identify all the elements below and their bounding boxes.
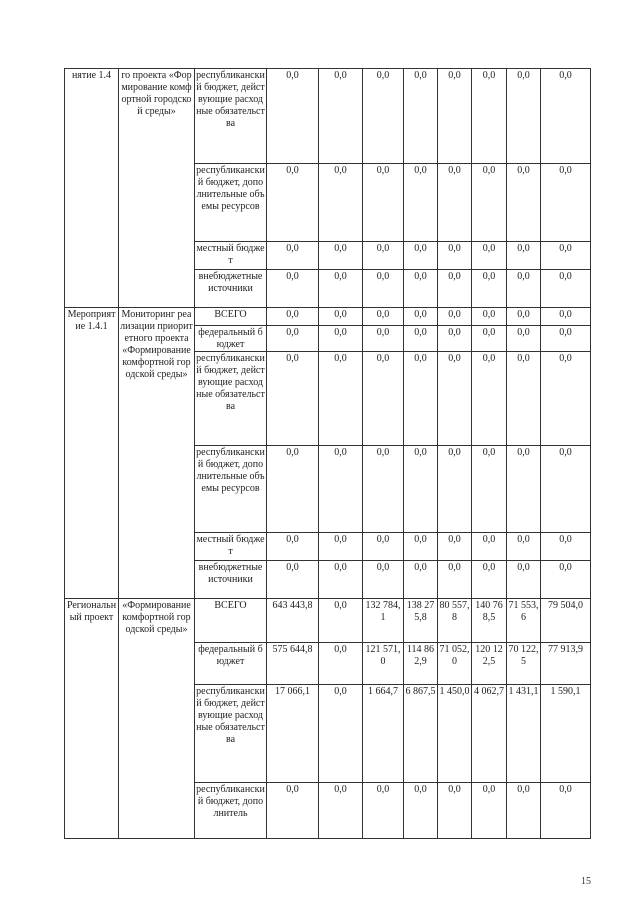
amount-cell: 0,0	[472, 242, 507, 270]
amount-cell: 0,0	[472, 308, 507, 326]
amount-cell: 0,0	[363, 308, 404, 326]
amount-cell: 0,0	[507, 783, 541, 839]
amount-cell: 0,0	[507, 533, 541, 561]
amount-cell: 0,0	[507, 270, 541, 308]
budget-table-page	[64, 68, 591, 839]
funding-source-cell: республиканский бюджет, действующие расходные обязательства	[195, 685, 267, 783]
amount-cell: 1 450,0	[438, 685, 472, 783]
funding-source-cell: ВСЕГО	[195, 308, 267, 326]
amount-cell: 0,0	[363, 326, 404, 352]
amount-cell: 0,0	[541, 164, 591, 242]
amount-cell: 0,0	[541, 561, 591, 599]
event-code-cell: Региональный проект	[65, 599, 119, 839]
amount-cell: 0,0	[541, 69, 591, 164]
amount-cell: 1 590,1	[541, 685, 591, 783]
amount-cell: 17 066,1	[267, 685, 319, 783]
amount-cell: 0,0	[319, 352, 363, 446]
amount-cell: 132 784,1	[363, 599, 404, 643]
table-row	[65, 69, 591, 164]
amount-cell: 575 644,8	[267, 643, 319, 685]
amount-cell: 0,0	[267, 308, 319, 326]
amount-cell: 0,0	[541, 352, 591, 446]
page-number: 15	[581, 876, 591, 887]
amount-cell: 0,0	[438, 270, 472, 308]
amount-cell: 0,0	[319, 270, 363, 308]
amount-cell: 1 664,7	[363, 685, 404, 783]
funding-source-cell: внебюджетные источники	[195, 270, 267, 308]
funding-source-cell: внебюджетные источники	[195, 561, 267, 599]
amount-cell: 0,0	[404, 308, 438, 326]
funding-source-cell: федеральный бюджет	[195, 326, 267, 352]
amount-cell: 0,0	[319, 164, 363, 242]
table-row	[65, 599, 591, 643]
amount-cell: 0,0	[363, 270, 404, 308]
amount-cell: 0,0	[267, 326, 319, 352]
amount-cell: 0,0	[363, 446, 404, 533]
amount-cell: 0,0	[404, 164, 438, 242]
amount-cell: 0,0	[472, 352, 507, 446]
amount-cell: 79 504,0	[541, 599, 591, 643]
amount-cell: 0,0	[541, 242, 591, 270]
amount-cell: 0,0	[363, 561, 404, 599]
amount-cell: 0,0	[507, 446, 541, 533]
amount-cell: 0,0	[404, 561, 438, 599]
amount-cell: 0,0	[472, 270, 507, 308]
amount-cell: 0,0	[319, 242, 363, 270]
amount-cell: 0,0	[319, 643, 363, 685]
funding-source-cell: республиканский бюджет, действующие расходные обязательства	[195, 352, 267, 446]
amount-cell: 0,0	[541, 326, 591, 352]
amount-cell: 0,0	[319, 685, 363, 783]
amount-cell: 0,0	[363, 69, 404, 164]
amount-cell: 0,0	[507, 69, 541, 164]
amount-cell: 0,0	[319, 308, 363, 326]
amount-cell: 0,0	[507, 326, 541, 352]
funding-source-cell: республиканский бюджет, дополнительные объемы ресурсов	[195, 164, 267, 242]
table-row	[65, 308, 591, 326]
amount-cell: 0,0	[404, 270, 438, 308]
amount-cell: 0,0	[404, 446, 438, 533]
amount-cell: 0,0	[438, 164, 472, 242]
amount-cell: 80 557,8	[438, 599, 472, 643]
event-name-cell: «Формирование комфортной городской среды»	[119, 599, 195, 839]
funding-source-cell: республиканский бюджет, дополнительные объемы ресурсов	[195, 446, 267, 533]
event-code-cell: нятие 1.4	[65, 69, 119, 308]
amount-cell: 71 553,6	[507, 599, 541, 643]
amount-cell: 0,0	[319, 599, 363, 643]
amount-cell: 0,0	[541, 533, 591, 561]
amount-cell: 0,0	[267, 446, 319, 533]
amount-cell: 0,0	[363, 242, 404, 270]
amount-cell: 0,0	[267, 352, 319, 446]
amount-cell: 0,0	[438, 561, 472, 599]
amount-cell: 0,0	[319, 69, 363, 164]
amount-cell: 140 768,5	[472, 599, 507, 643]
amount-cell: 0,0	[267, 270, 319, 308]
amount-cell: 0,0	[319, 446, 363, 533]
amount-cell: 0,0	[267, 783, 319, 839]
budget-table	[64, 68, 591, 839]
funding-source-cell: федеральный бюджет	[195, 643, 267, 685]
amount-cell: 0,0	[363, 783, 404, 839]
amount-cell: 121 571,0	[363, 643, 404, 685]
amount-cell: 0,0	[267, 533, 319, 561]
amount-cell: 0,0	[267, 242, 319, 270]
amount-cell: 0,0	[507, 242, 541, 270]
amount-cell: 0,0	[438, 69, 472, 164]
amount-cell: 0,0	[319, 533, 363, 561]
amount-cell: 0,0	[472, 69, 507, 164]
amount-cell: 0,0	[438, 533, 472, 561]
amount-cell: 0,0	[472, 446, 507, 533]
amount-cell: 0,0	[472, 533, 507, 561]
amount-cell: 0,0	[438, 326, 472, 352]
event-name-cell: го проекта «Формирование комфортной городской среды»	[119, 69, 195, 308]
amount-cell: 0,0	[404, 326, 438, 352]
amount-cell: 70 122,5	[507, 643, 541, 685]
amount-cell: 71 052,0	[438, 643, 472, 685]
amount-cell: 0,0	[541, 446, 591, 533]
event-code-cell: Мероприятие 1.4.1	[65, 308, 119, 599]
amount-cell: 0,0	[363, 164, 404, 242]
amount-cell: 0,0	[438, 308, 472, 326]
amount-cell: 0,0	[438, 352, 472, 446]
amount-cell: 0,0	[472, 561, 507, 599]
amount-cell: 4 062,7	[472, 685, 507, 783]
amount-cell: 0,0	[267, 561, 319, 599]
amount-cell: 0,0	[507, 164, 541, 242]
amount-cell: 6 867,5	[404, 685, 438, 783]
amount-cell: 0,0	[541, 308, 591, 326]
amount-cell: 1 431,1	[507, 685, 541, 783]
amount-cell: 0,0	[319, 326, 363, 352]
funding-source-cell: республиканский бюджет, дополнитель	[195, 783, 267, 839]
budget-table-body	[65, 69, 591, 839]
amount-cell: 0,0	[541, 783, 591, 839]
amount-cell: 77 913,9	[541, 643, 591, 685]
amount-cell: 0,0	[404, 352, 438, 446]
amount-cell: 0,0	[319, 783, 363, 839]
amount-cell: 0,0	[404, 533, 438, 561]
amount-cell: 0,0	[507, 308, 541, 326]
amount-cell: 0,0	[363, 533, 404, 561]
amount-cell: 0,0	[363, 352, 404, 446]
amount-cell: 0,0	[267, 69, 319, 164]
amount-cell: 0,0	[404, 69, 438, 164]
amount-cell: 0,0	[507, 561, 541, 599]
amount-cell: 0,0	[267, 164, 319, 242]
amount-cell: 0,0	[507, 352, 541, 446]
funding-source-cell: местный бюджет	[195, 242, 267, 270]
amount-cell: 0,0	[541, 270, 591, 308]
amount-cell: 0,0	[319, 561, 363, 599]
amount-cell: 0,0	[404, 242, 438, 270]
amount-cell: 114 862,9	[404, 643, 438, 685]
amount-cell: 138 275,8	[404, 599, 438, 643]
amount-cell: 0,0	[472, 164, 507, 242]
amount-cell: 0,0	[472, 326, 507, 352]
event-name-cell: Мониторинг реализации приоритетного проекта «Формирование комфортной городской среды»	[119, 308, 195, 599]
funding-source-cell: республиканский бюджет, действующие расходные обязательства	[195, 69, 267, 164]
amount-cell: 0,0	[438, 446, 472, 533]
funding-source-cell: ВСЕГО	[195, 599, 267, 643]
amount-cell: 0,0	[472, 783, 507, 839]
amount-cell: 120 122,5	[472, 643, 507, 685]
amount-cell: 0,0	[438, 242, 472, 270]
amount-cell: 0,0	[438, 783, 472, 839]
amount-cell: 643 443,8	[267, 599, 319, 643]
funding-source-cell: местный бюджет	[195, 533, 267, 561]
amount-cell: 0,0	[404, 783, 438, 839]
